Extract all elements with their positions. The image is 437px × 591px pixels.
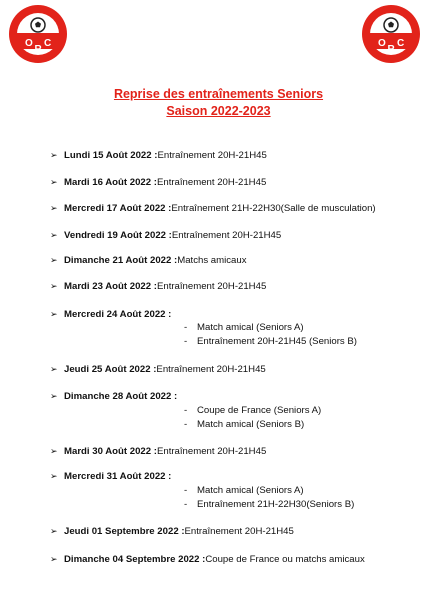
logo-letter-r: R xyxy=(387,44,395,55)
sub-item xyxy=(184,405,321,416)
arrow-bullet-icon: ➢ xyxy=(50,471,58,481)
schedule-date: Vendredi 19 Août 2022 : xyxy=(64,230,172,241)
arrow-bullet-icon: ➢ xyxy=(50,255,58,265)
arrow-bullet-icon: ➢ xyxy=(50,309,58,319)
schedule-item xyxy=(50,203,376,214)
schedule-desc: Coupe de France ou matchs amicaux xyxy=(205,554,365,565)
dash-bullet: - xyxy=(184,499,188,510)
schedule-item xyxy=(50,554,365,565)
arrow-bullet-icon: ➢ xyxy=(50,364,58,374)
schedule-date: Mardi 16 Août 2022 : xyxy=(64,177,157,188)
schedule-item xyxy=(50,391,177,402)
schedule-item xyxy=(50,177,266,188)
arrow-bullet-icon: ➢ xyxy=(50,230,58,240)
schedule-date: Mercredi 31 Août 2022 : xyxy=(64,471,172,482)
schedule-desc: Matchs amicaux xyxy=(177,255,247,266)
dash-bullet: - xyxy=(184,336,188,347)
schedule-date: Jeudi 01 Septembre 2022 : xyxy=(64,526,185,537)
schedule-desc: Entraînement 20H-21H45 xyxy=(157,150,267,161)
schedule-desc: Entraînement 21H-22H30(Salle de musculation) xyxy=(171,203,376,214)
schedule-date: Dimanche 21 Août 2022 : xyxy=(64,255,178,266)
sub-item-text: Entraînement 21H-22H30(Seniors B) xyxy=(197,499,355,510)
sub-item-text: Match amical (Seniors B) xyxy=(197,419,305,430)
dash-bullet: - xyxy=(184,485,188,496)
schedule-desc: Entraînement 20H-21H45 xyxy=(171,230,282,241)
schedule-item xyxy=(50,364,266,375)
sub-item-text: Coupe de France (Seniors A) xyxy=(197,405,322,416)
schedule-date: Lundi 15 Août 2022 : xyxy=(64,150,158,161)
schedule-item xyxy=(50,309,171,320)
sub-item xyxy=(184,322,304,333)
sub-item-text: Entraînement 20H-21H45 (Seniors B) xyxy=(197,336,357,347)
sub-item xyxy=(184,419,304,430)
arrow-bullet-icon: ➢ xyxy=(50,526,58,536)
arrow-bullet-icon: ➢ xyxy=(50,150,58,160)
dash-bullet: - xyxy=(184,419,188,430)
logo-letter-r: R xyxy=(34,44,42,55)
logo-letter-c: C xyxy=(397,38,405,49)
arrow-bullet-icon: ➢ xyxy=(50,281,58,291)
arrow-bullet-icon: ➢ xyxy=(50,554,58,564)
sub-item-text: Match amical (Seniors A) xyxy=(197,485,304,496)
sub-item-text: Match amical (Seniors A) xyxy=(197,322,304,333)
schedule-desc: Entraînement 20H-21H45 xyxy=(156,446,267,457)
page-title: Reprise des entraînements Seniors xyxy=(113,87,324,101)
schedule-desc: Entraînement 20H-21H45 xyxy=(184,526,294,537)
schedule-item xyxy=(50,446,266,457)
schedule-desc: Entraînement 20H-21H45 xyxy=(156,281,267,292)
season-subtitle: Saison 2022-2023 xyxy=(166,104,271,118)
sub-item xyxy=(184,336,357,347)
sub-item xyxy=(184,499,354,510)
schedule-item xyxy=(50,230,281,241)
club-logo-right xyxy=(361,4,421,64)
schedule-desc: Entraînement 20H-21H45 xyxy=(156,364,266,375)
schedule-item xyxy=(50,526,294,537)
schedule-date: Mardi 23 Août 2022 : xyxy=(64,281,157,292)
schedule-item xyxy=(50,150,267,161)
schedule-date: Dimanche 28 Août 2022 : xyxy=(64,391,178,402)
schedule-desc: Entraînement 20H-21H45 xyxy=(156,177,267,188)
dash-bullet: - xyxy=(184,322,188,333)
schedule-date: Mercredi 17 Août 2022 : xyxy=(64,203,172,214)
schedule-item xyxy=(50,255,247,266)
logo-letter-o: O xyxy=(378,38,386,49)
dash-bullet: - xyxy=(184,405,188,416)
schedule-item xyxy=(50,281,266,292)
schedule-item xyxy=(50,471,171,482)
arrow-bullet-icon: ➢ xyxy=(50,177,58,187)
schedule-date: Mardi 30 Août 2022 : xyxy=(64,446,157,457)
logo-letter-o: O xyxy=(25,38,33,49)
logo-letter-c: C xyxy=(44,38,52,49)
arrow-bullet-icon: ➢ xyxy=(50,203,58,213)
arrow-bullet-icon: ➢ xyxy=(50,446,58,456)
sub-item xyxy=(184,485,304,496)
arrow-bullet-icon: ➢ xyxy=(50,391,58,401)
schedule-date: Dimanche 04 Septembre 2022 : xyxy=(64,554,206,565)
schedule-date: Jeudi 25 Août 2022 : xyxy=(64,364,157,375)
schedule-date: Mercredi 24 Août 2022 : xyxy=(64,309,172,320)
club-logo-left xyxy=(8,4,68,64)
